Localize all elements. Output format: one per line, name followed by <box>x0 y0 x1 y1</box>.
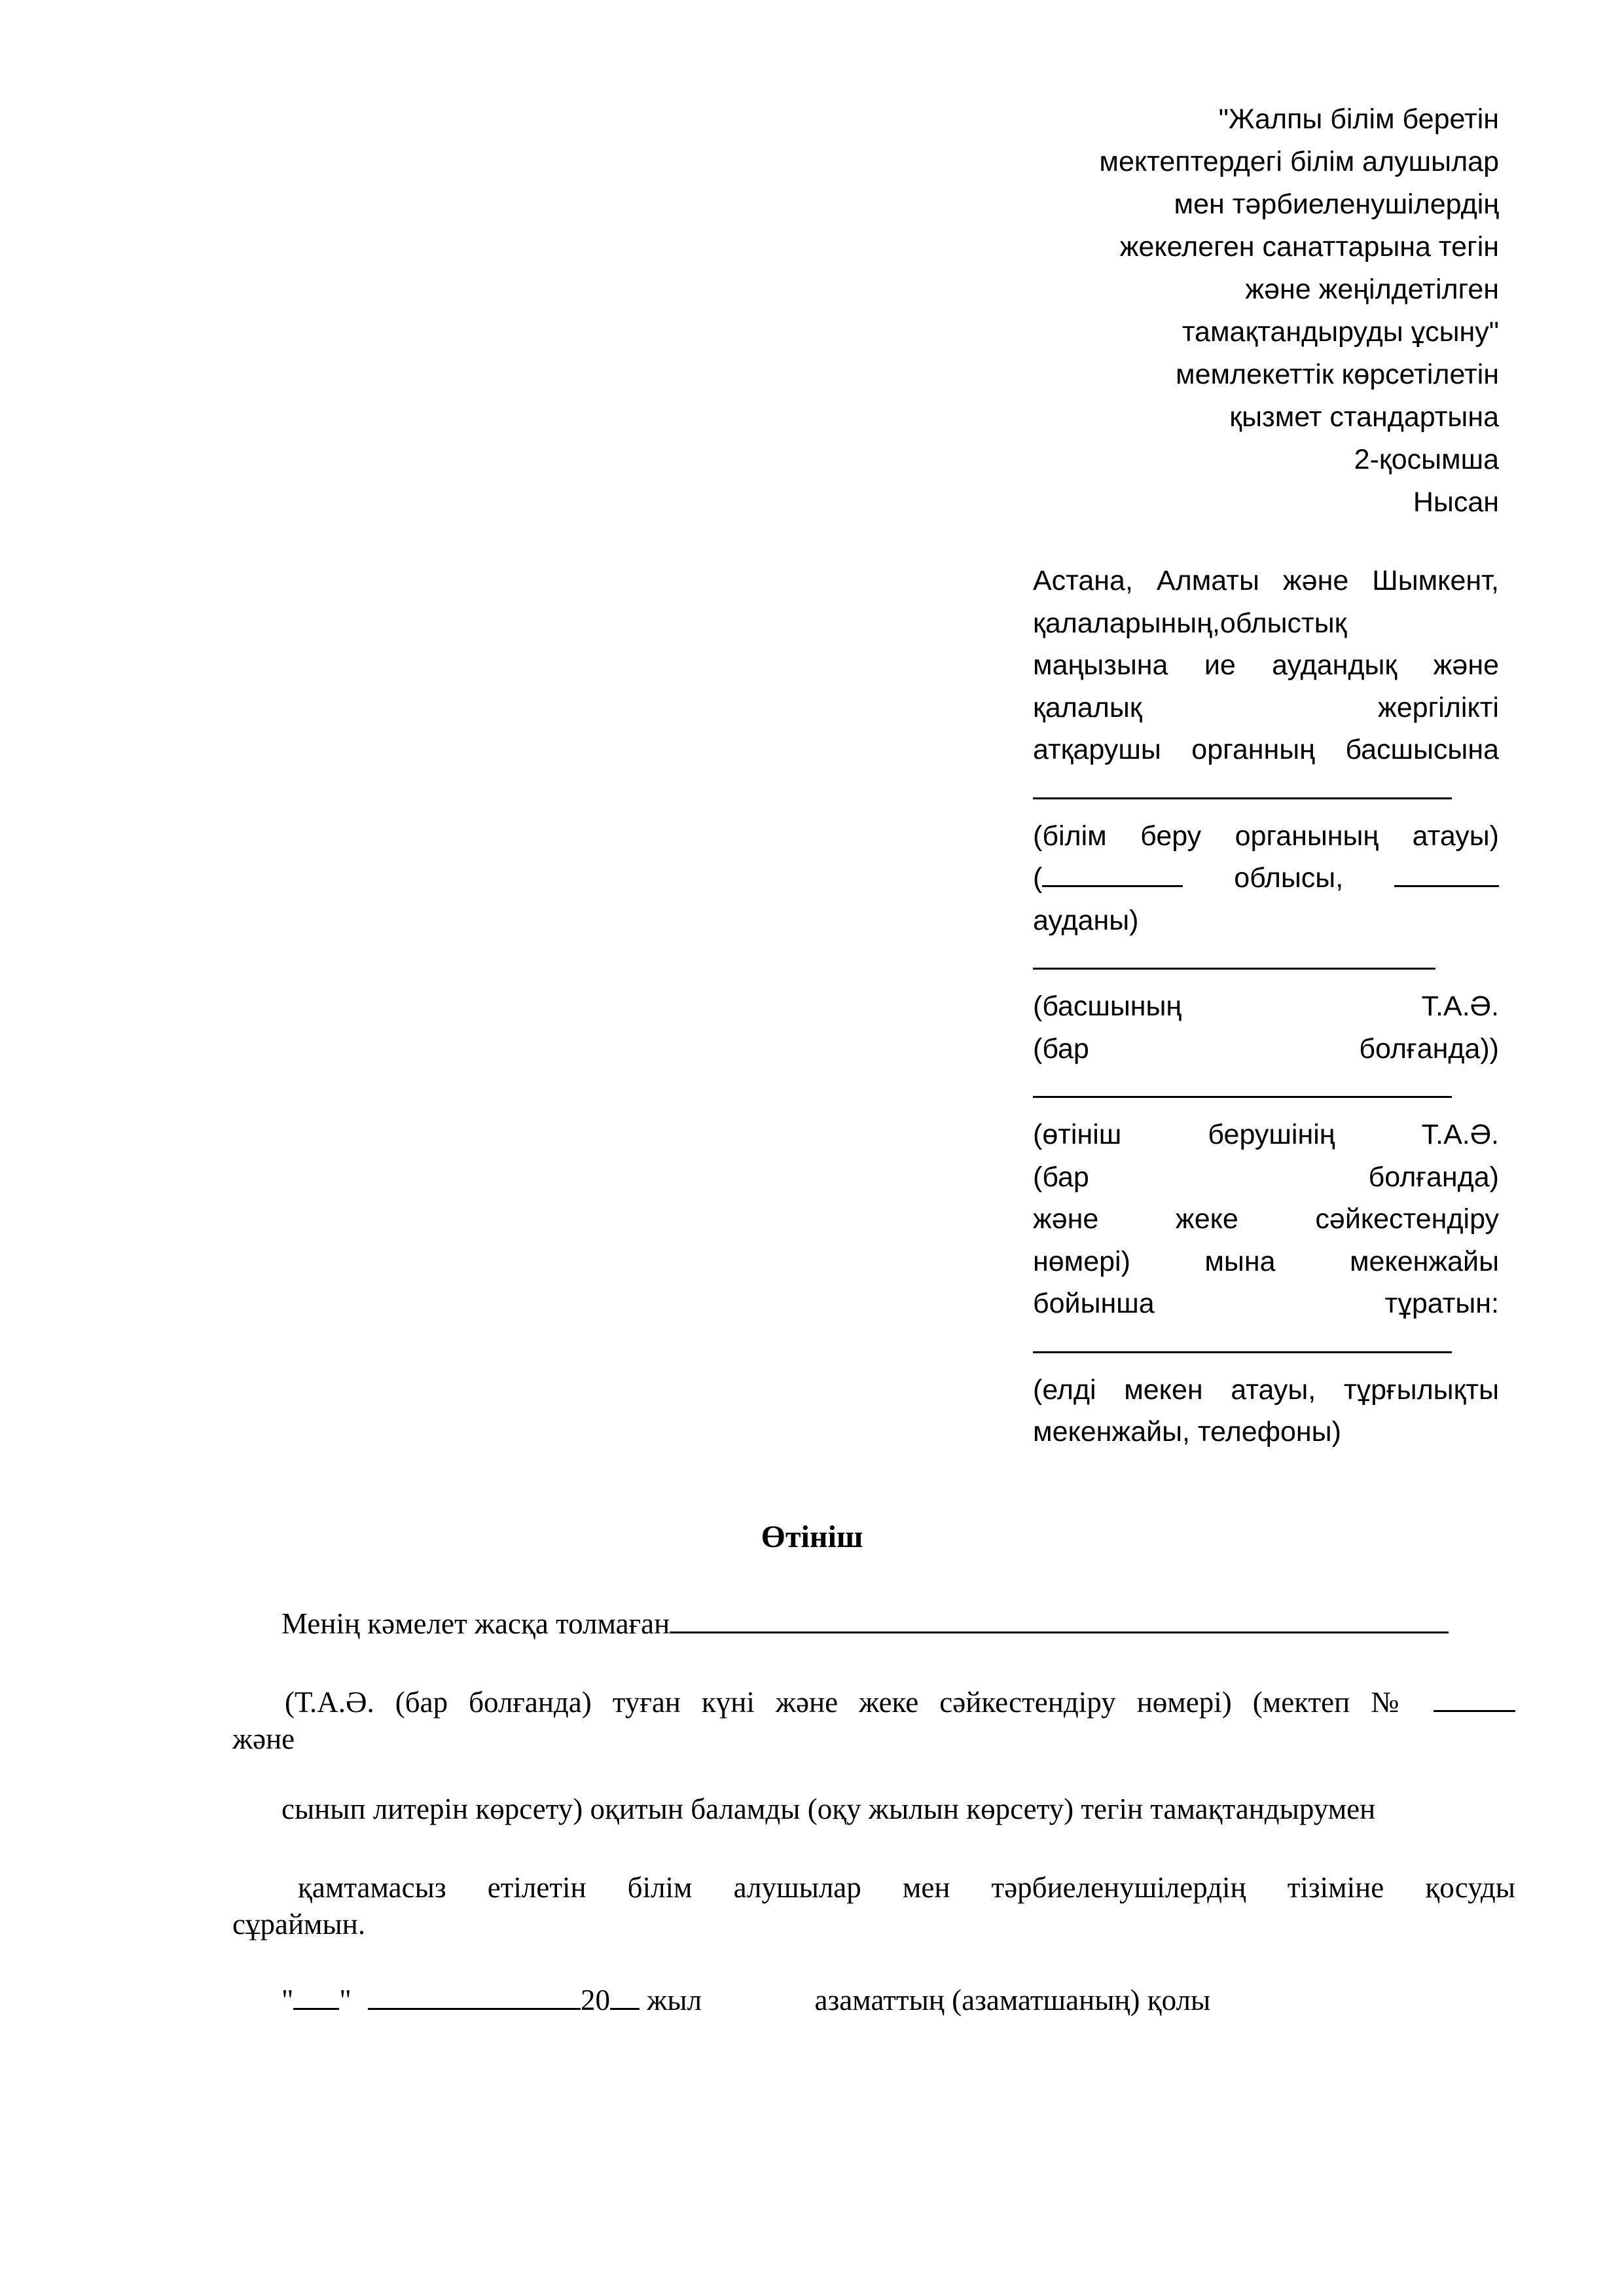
day-blank[interactable] <box>293 1980 339 2010</box>
header-line: қызмет стандартына <box>1229 401 1499 433</box>
applicant-caption: нөмері) мына мекенжайы <box>1033 1245 1499 1277</box>
appendix-number: 2-қосымша <box>1354 444 1499 475</box>
year-suffix: жыл <box>647 1984 702 2016</box>
header-line: тамақтандыруды ұсыну" <box>1182 316 1499 348</box>
applicant-caption: (өтініш берушінің Т.А.Ә. <box>1033 1119 1499 1150</box>
child-name-blank[interactable] <box>670 1604 1449 1633</box>
district-label: ауданы) <box>1033 904 1139 936</box>
paragraph-child-name <box>232 1604 1564 1642</box>
date-signature-line <box>232 1980 1564 2018</box>
school-number-blank[interactable] <box>1434 1683 1515 1712</box>
applicant-name-blank[interactable] <box>1033 1070 1452 1098</box>
address-caption: мекенжайы, телефоны) <box>1033 1416 1341 1448</box>
child-details-text: (Т.А.Ә. (бар болғанда) туған күні және жеке сәйкестендіру нөмері) (мектеп № <box>285 1686 1413 1719</box>
request-tail: сұраймын. <box>232 1908 366 1941</box>
region-line <box>1033 857 1499 900</box>
addressee-line: Астана, Алматы және Шымкент, <box>1033 565 1499 596</box>
applicant-caption: бойынша тұратын: <box>1033 1288 1499 1319</box>
head-name-caption: (басшының Т.А.Ә. <box>1033 991 1499 1022</box>
applicant-caption: және жеке сәйкестендіру <box>1033 1203 1499 1235</box>
org-name-caption: (білім беру органының атауы) <box>1033 820 1499 852</box>
header-line: мен тәрбиеленушілердің <box>1174 189 1499 220</box>
header-line: және жеңілдетілген <box>1245 274 1499 305</box>
paragraph-request <box>232 1869 1515 1942</box>
child-name-label: Менің кәмелет жасқа толмаған <box>281 1607 670 1640</box>
month-blank[interactable] <box>368 1980 581 2010</box>
region-open-paren: ( <box>1033 862 1043 894</box>
signature-label: азаматтың (азаматшаның) қолы <box>814 1984 1211 2016</box>
head-name-caption: (бар болғанда)) <box>1033 1032 1499 1065</box>
head-name-blank[interactable] <box>1033 941 1435 970</box>
region-blank[interactable] <box>1042 860 1183 887</box>
applicant-caption: (бар болғанда) <box>1033 1161 1499 1193</box>
year-prefix: 20 <box>581 1984 610 2016</box>
addressee-line: қалаларының,облыстық <box>1033 607 1347 639</box>
paragraph-child-details <box>232 1683 1515 1757</box>
addressee-block <box>1033 560 1499 1453</box>
form-label: Нысан <box>1413 486 1499 518</box>
form-header <box>949 98 1499 524</box>
addressee-line: маңызына ие аудандық және <box>1033 649 1499 681</box>
date-open-quote: " <box>281 1984 294 2016</box>
address-blank[interactable] <box>1033 1325 1452 1353</box>
header-line: жекелеген санаттарына тегін <box>1119 231 1499 263</box>
child-details-line <box>232 1683 1515 1721</box>
address-caption: (елді мекен атауы, тұрғылықты <box>1033 1374 1499 1406</box>
page-title: Өтініш <box>761 1520 863 1554</box>
header-line: мемлекеттік көрсетілетін <box>1176 359 1499 390</box>
child-details-tail: және <box>232 1722 295 1755</box>
district-blank[interactable] <box>1394 860 1499 887</box>
request-text: қамтамасыз етілетін білім алушылар мен тәрбиеленушілердің тізіміне қосуды <box>298 1871 1515 1904</box>
addressee-line: қалалық жергілікті <box>1033 691 1499 723</box>
class-letter-text: сынып литерін көрсету) оқитын баламды (оқу жылын көрсету) тегін тамақтандырумен <box>281 1793 1376 1825</box>
org-name-blank[interactable] <box>1033 771 1452 799</box>
addressee-line: атқарушы органның басшысына <box>1033 734 1499 765</box>
date-close-quote: " <box>339 1984 352 2016</box>
header-line: "Жалпы білім беретін <box>1218 103 1499 135</box>
region-label: облысы, <box>1234 862 1344 894</box>
year-blank[interactable] <box>610 1980 640 2010</box>
header-line: мектептердегі білім алушылар <box>1099 146 1499 177</box>
